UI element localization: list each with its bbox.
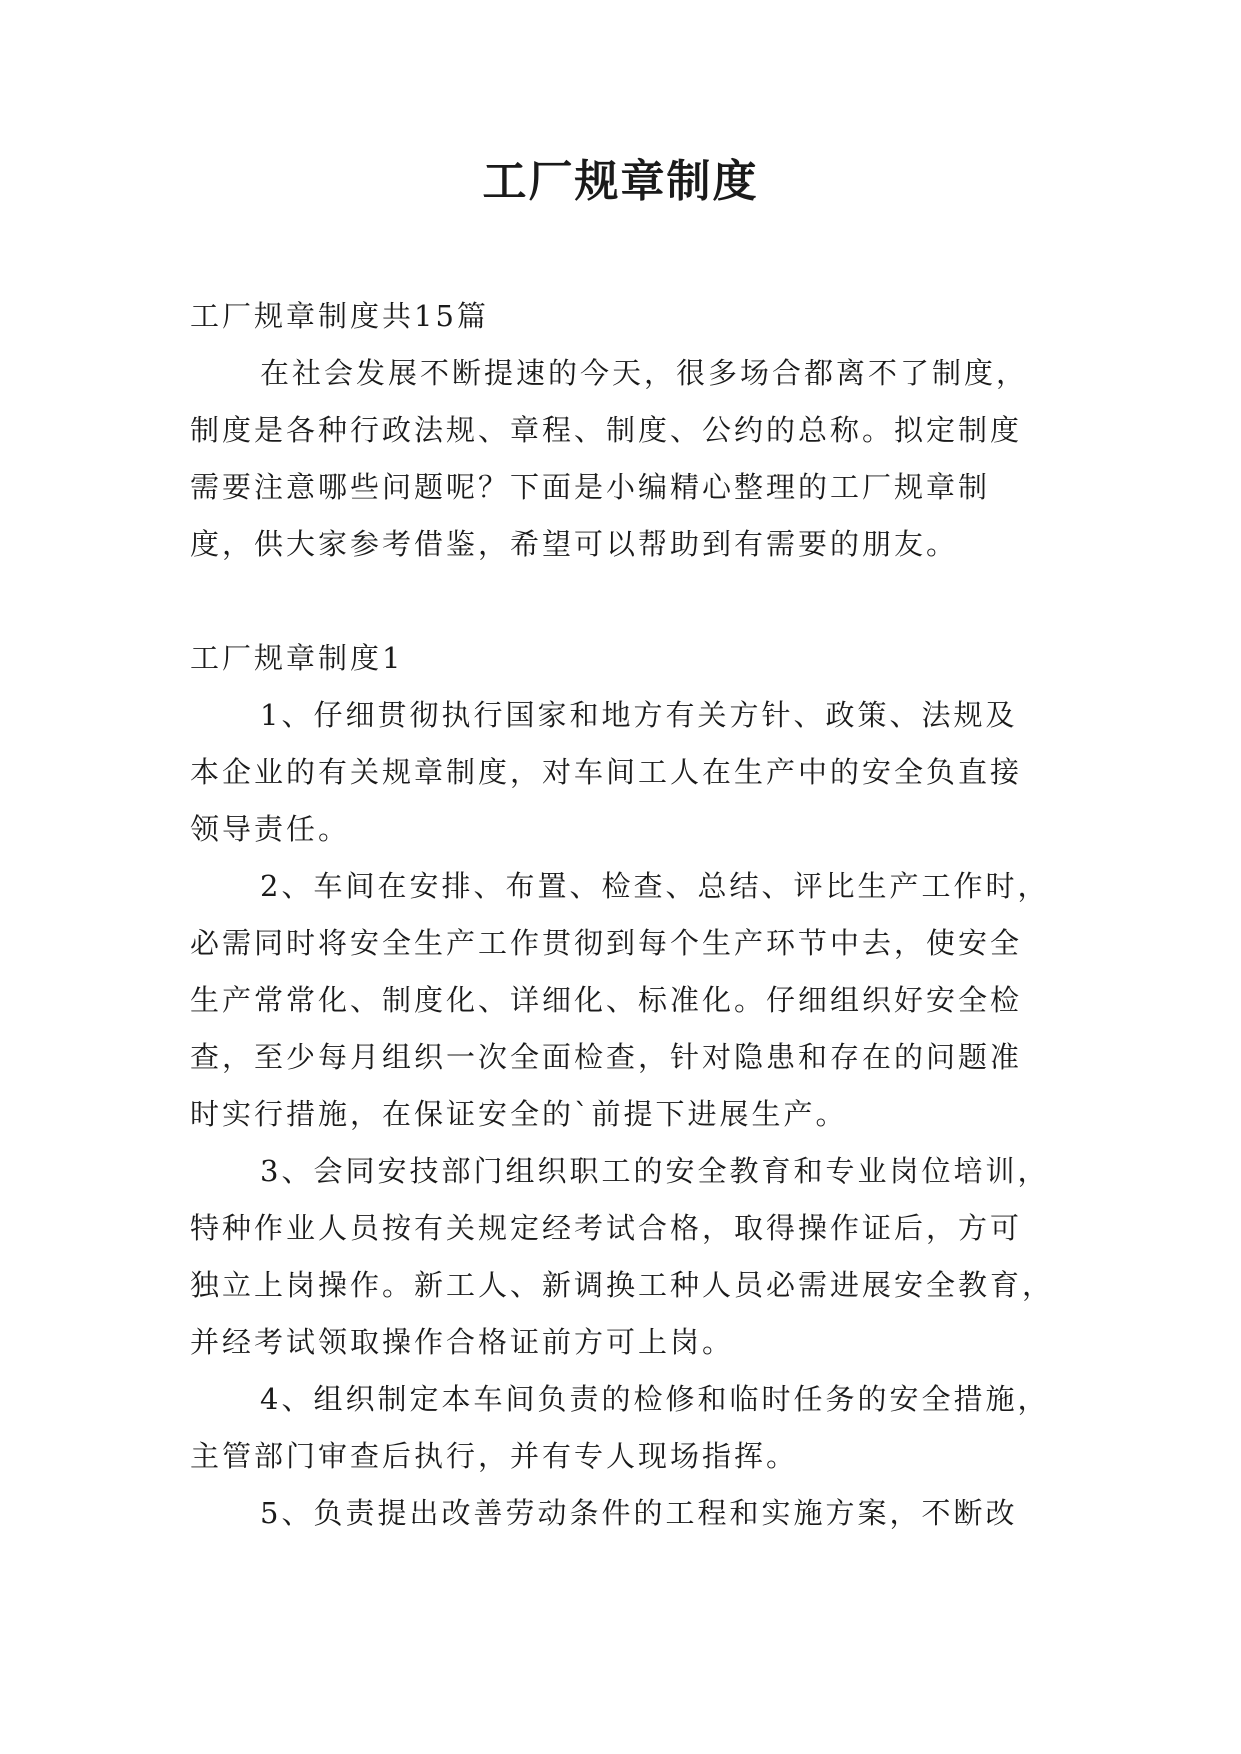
text-line: 独立上岗操作。新工人、新调换工种人员必需进展安全教育， bbox=[190, 1268, 1055, 1302]
paragraph-first-line: 4、组织制定本车间负责的检修和临时任务的安全措施， bbox=[260, 1382, 1050, 1416]
text-line: 特种作业人员按有关规定经考试合格，取得操作证后，方可 bbox=[190, 1211, 1023, 1245]
text-line: 需要注意哪些问题呢？下面是小编精心整理的工厂规章制 bbox=[190, 470, 991, 504]
document-title: 工厂规章制度 bbox=[482, 156, 759, 207]
paragraph-first-line: 2、车间在安排、布置、检查、总结、评比生产工作时， bbox=[260, 869, 1050, 903]
text-line: 时实行措施，在保证安全的`前提下进展生产。 bbox=[190, 1097, 848, 1131]
text-line: 主管部门审查后执行，并有专人现场指挥。 bbox=[190, 1439, 799, 1473]
text-line: 查，至少每月组织一次全面检查，针对隐患和存在的问题准 bbox=[190, 1040, 1023, 1074]
text-line: 并经考试领取操作合格证前方可上岗。 bbox=[190, 1325, 735, 1359]
text-line: 工厂规章制度共15篇 bbox=[190, 299, 489, 333]
paragraph-first-line: 3、会同安技部门组织职工的安全教育和专业岗位培训， bbox=[260, 1154, 1050, 1188]
text-line: 度，供大家参考借鉴，希望可以帮助到有需要的朋友。 bbox=[190, 527, 959, 561]
paragraph-first-line: 5、负责提出改善劳动条件的工程和实施方案，不断改 bbox=[260, 1496, 1018, 1530]
paragraph-first-line: 1、仔细贯彻执行国家和地方有关方针、政策、法规及 bbox=[260, 698, 1018, 732]
text-line: 制度是各种行政法规、章程、制度、公约的总称。拟定制度 bbox=[190, 413, 1023, 447]
text-line: 生产常常化、制度化、详细化、标准化。仔细组织好安全检 bbox=[190, 983, 1023, 1017]
document-body bbox=[190, 288, 1060, 1542]
text-line: 领导责任。 bbox=[190, 812, 351, 846]
text-line: 本企业的有关规章制度，对车间工人在生产中的安全负直接 bbox=[190, 755, 1023, 789]
text-line: 工厂规章制度1 bbox=[190, 641, 404, 675]
paragraph-first-line: 在社会发展不断提速的今天，很多场合都离不了制度， bbox=[260, 356, 1029, 390]
text-line: 必需同时将安全生产工作贯彻到每个生产环节中去，使安全 bbox=[190, 926, 1023, 960]
blank-line bbox=[190, 573, 1060, 630]
